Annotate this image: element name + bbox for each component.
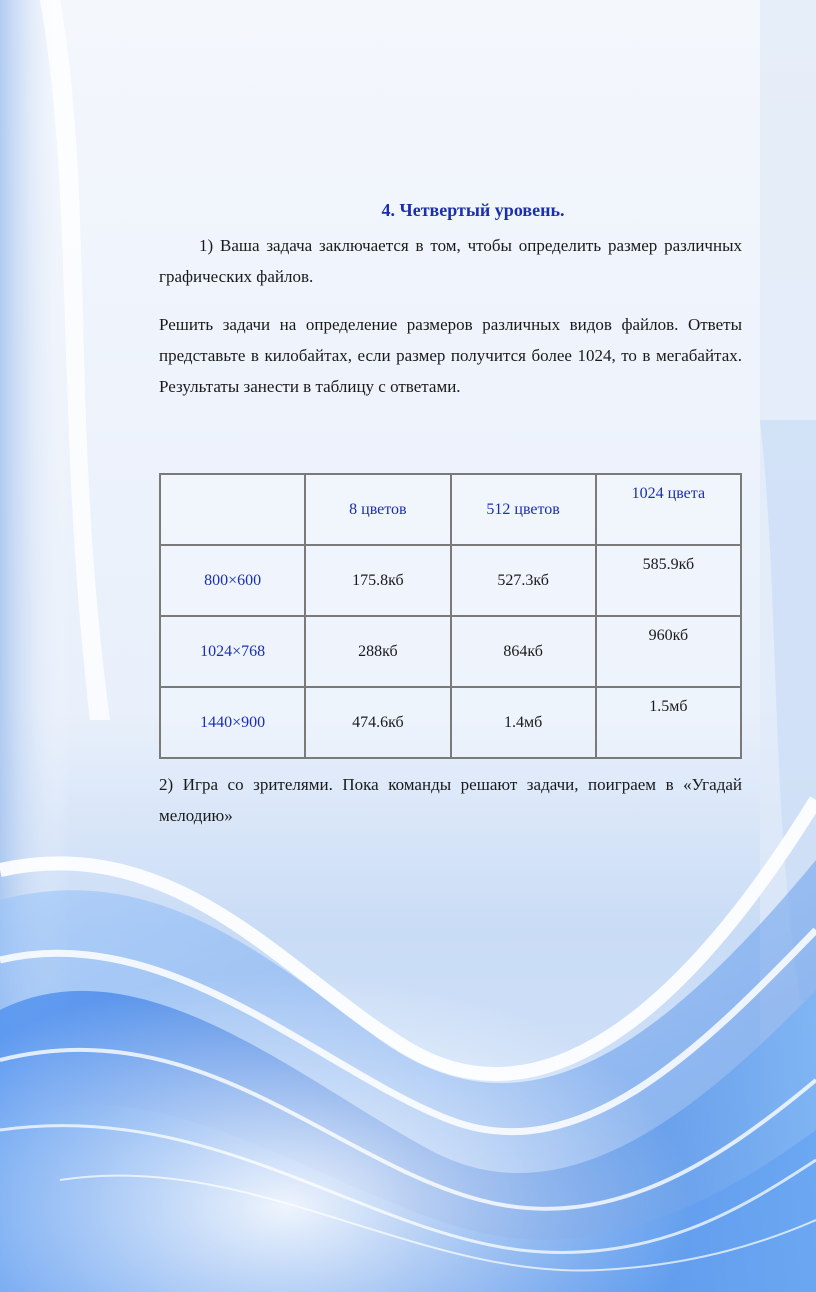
table-row <box>160 687 741 758</box>
row-header-resolution: 1024×768 <box>160 616 305 687</box>
answers-table <box>159 473 742 759</box>
table-cell: 527.3кб <box>451 545 596 616</box>
table-cell: 288кб <box>305 616 450 687</box>
table-header-row <box>160 474 741 545</box>
table-cell: 175.8кб <box>305 545 450 616</box>
column-header-8-colors: 8 цветов <box>305 474 450 545</box>
section-heading: 4. Четвертый уровень. <box>381 200 565 220</box>
table-cell: 960кб <box>596 616 741 687</box>
table-cell: 585.9кб <box>596 545 741 616</box>
table-cell: 864кб <box>451 616 596 687</box>
table-row <box>160 545 741 616</box>
column-header-512-colors: 512 цветов <box>451 474 596 545</box>
column-header-1024-colors: 1024 цвета <box>596 474 741 545</box>
table-cell: 1.4мб <box>451 687 596 758</box>
table-cell: 1.5мб <box>596 687 741 758</box>
table-row <box>160 616 741 687</box>
table-cell: 474.6кб <box>305 687 450 758</box>
instructions-paragraph: Решить задачи на определение размеров различных видов файлов. Ответы представьте в килобайтах, если размер получится более 1024, то в мегабайтах. Результаты занести в таблицу с ответами. <box>159 315 742 396</box>
game-paragraph: 2) Игра со зрителями. Пока команды решают задачи, поиграем в «Угадай мелодию» <box>159 775 742 825</box>
table-corner-cell <box>160 474 305 545</box>
row-header-resolution: 800×600 <box>160 545 305 616</box>
task-intro-paragraph: 1) Ваша задача заключается в том, чтобы определить размер различных графических файлов. <box>159 236 742 286</box>
row-header-resolution: 1440×900 <box>160 687 305 758</box>
